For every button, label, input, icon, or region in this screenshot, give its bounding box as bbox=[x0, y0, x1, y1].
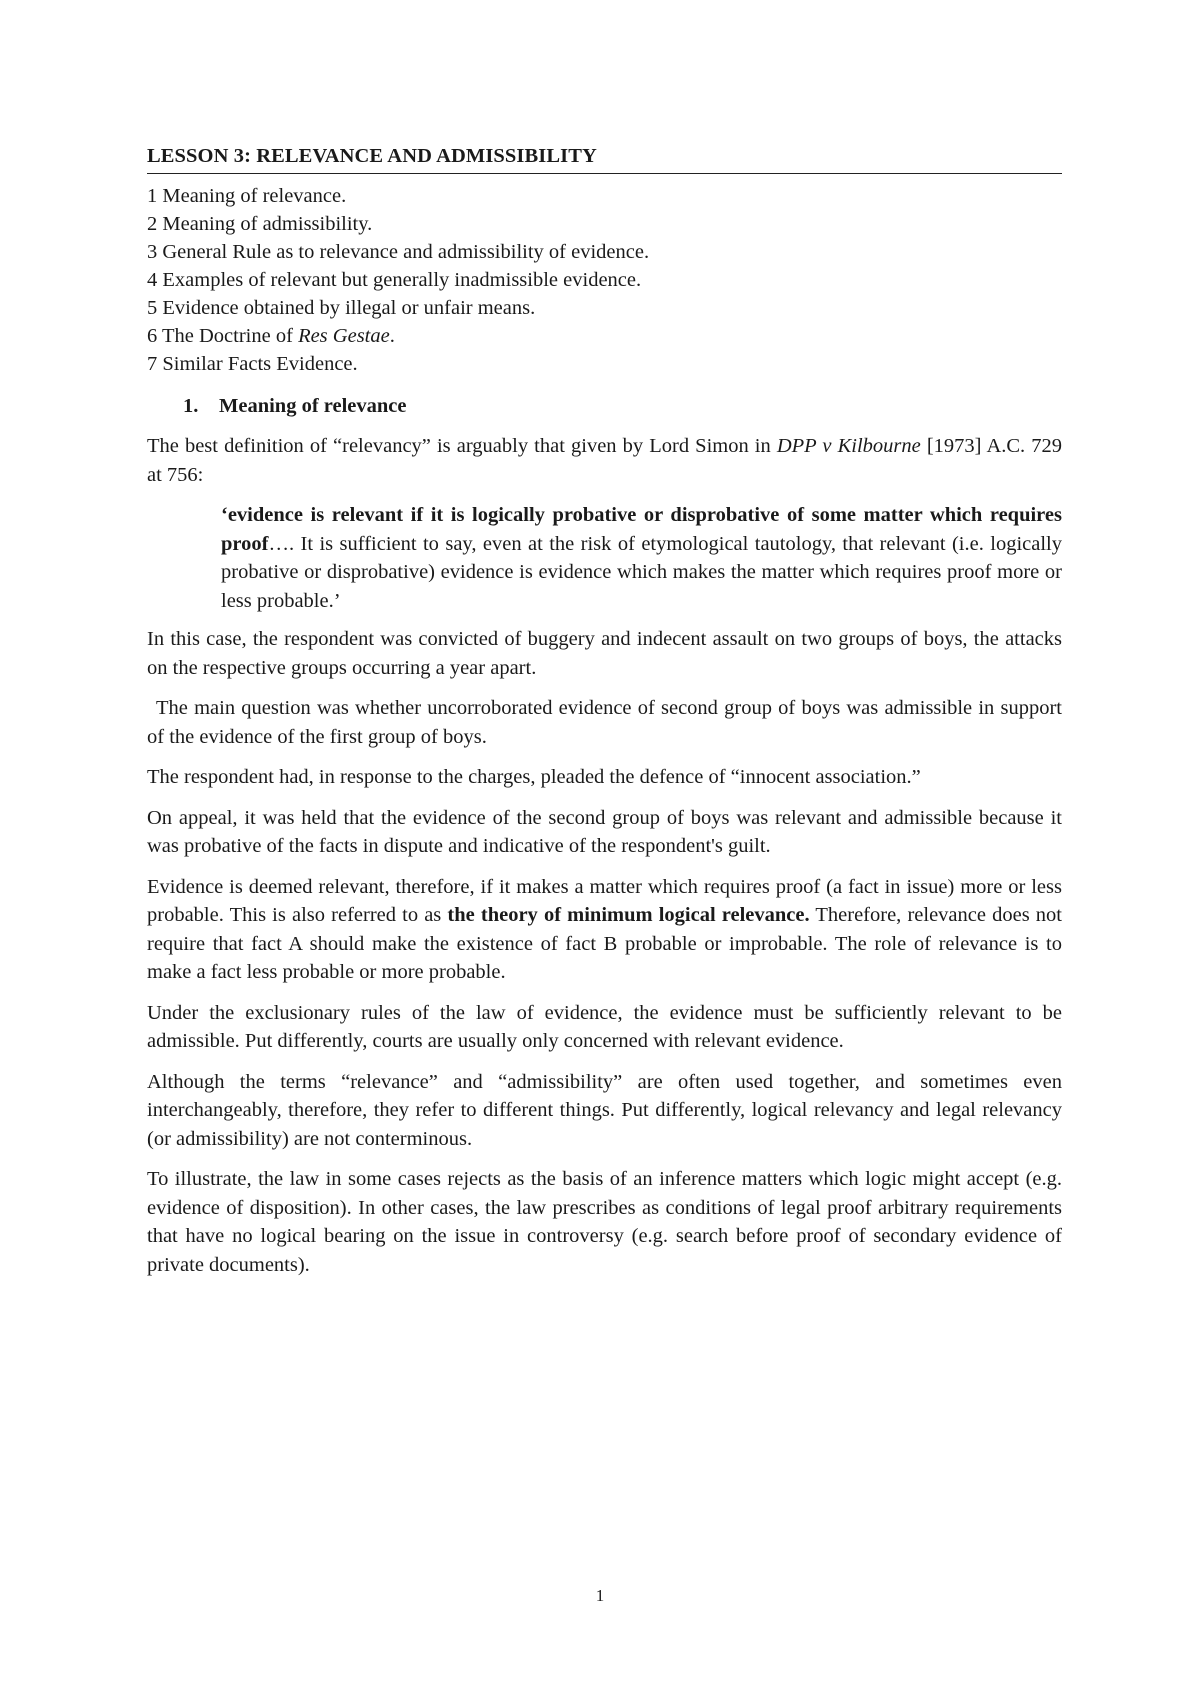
paragraph: To illustrate, the law in some cases rejects as the basis of an inference matters which logic might accept (e.g. evidence of disposition). In other cases, the law prescribes as conditions of legal proof arbitrary requirements that have no logical bearing on the issue in controversy (e.g. search before proof of secondary evidence of private documents). bbox=[147, 1168, 1062, 1276]
paragraph: The main question was whether uncorroborated evidence of second group of boys was admissible in support of the evidence of the first group of boys. bbox=[147, 697, 1062, 748]
lesson-outline bbox=[147, 182, 1062, 378]
quote-text: …. It is sufficient to say, even at the risk of etymological tautology, that relevant (i.e. logically probative or disprobative) evidence is evidence which makes the matter which requires proof more or less probable.’ bbox=[221, 532, 1062, 612]
paragraph-text: [1973] A.C. 729 at 756: bbox=[147, 435, 1063, 486]
quote-bold: ‘evidence is relevant if it is logically probative or disprobative of some matter which requires proof bbox=[221, 504, 1062, 555]
block-quote bbox=[221, 501, 1062, 615]
outline-item: 7 Similar Facts Evidence. bbox=[147, 352, 358, 375]
section-number: 1. bbox=[183, 394, 199, 417]
case-citation: DPP v Kilbourne bbox=[776, 435, 921, 457]
paragraph: On appeal, it was held that the evidence of the second group of boys was relevant and admissible because it was probative of the facts in dispute and indicative of the respondent's guilt. bbox=[147, 806, 1062, 857]
outline-item bbox=[147, 322, 1062, 350]
outline-item-end: . bbox=[389, 324, 395, 347]
paragraph-text: Evidence is deemed relevant, therefore, if it makes a matter which requires proof (a fact in issue) more or less probable. This is also referred to as bbox=[147, 875, 1062, 926]
bold-term: the theory of minimum logical relevance. bbox=[447, 904, 810, 926]
outline-item: 2 Meaning of admissibility. bbox=[147, 212, 373, 235]
paragraph: The respondent had, in response to the charges, pleaded the defence of “innocent association.” bbox=[147, 766, 921, 788]
outline-item: 3 General Rule as to relevance and admissibility of evidence. bbox=[147, 240, 650, 263]
paragraph-text: Therefore, relevance does not require that fact A should make the existence of fact B probable or improbable. The role of relevance is to make a fact less probable or more probable. bbox=[147, 904, 1062, 983]
paragraph: Under the exclusionary rules of the law of evidence, the evidence must be sufficiently relevant to be admissible. Put differently, courts are usually only concerned with relevant evidence. bbox=[147, 1001, 1062, 1052]
paragraph bbox=[147, 873, 1062, 987]
paragraph-text: The best definition of “relevancy” is arguably that given by Lord Simon in bbox=[147, 435, 777, 457]
page-number: 1 bbox=[595, 1586, 605, 1605]
outline-item: 5 Evidence obtained by illegal or unfair means. bbox=[147, 296, 536, 319]
paragraph bbox=[147, 432, 1062, 489]
paragraph: Although the terms “relevance” and “admissibility” are often used together, and sometimes even interchangeably, therefore, they refer to different things. Put differently, logical relevancy and legal relevancy (or admissibility) are not conterminous. bbox=[147, 1070, 1062, 1150]
section-title: Meaning of relevance bbox=[219, 394, 407, 417]
outline-item-text: 6 The Doctrine of bbox=[147, 324, 299, 347]
outline-item: 1 Meaning of relevance. bbox=[147, 184, 347, 207]
page-title: LESSON 3: RELEVANCE AND ADMISSIBILITY bbox=[147, 142, 1062, 174]
outline-item: 4 Examples of relevant but generally inadmissible evidence. bbox=[147, 268, 642, 291]
outline-item-italic: Res Gestae bbox=[298, 324, 390, 347]
section-heading bbox=[147, 392, 1062, 421]
paragraph: In this case, the respondent was convicted of buggery and indecent assault on two groups of boys, the attacks on the respective groups occurring a year apart. bbox=[147, 628, 1062, 679]
document-page bbox=[147, 142, 1062, 1291]
